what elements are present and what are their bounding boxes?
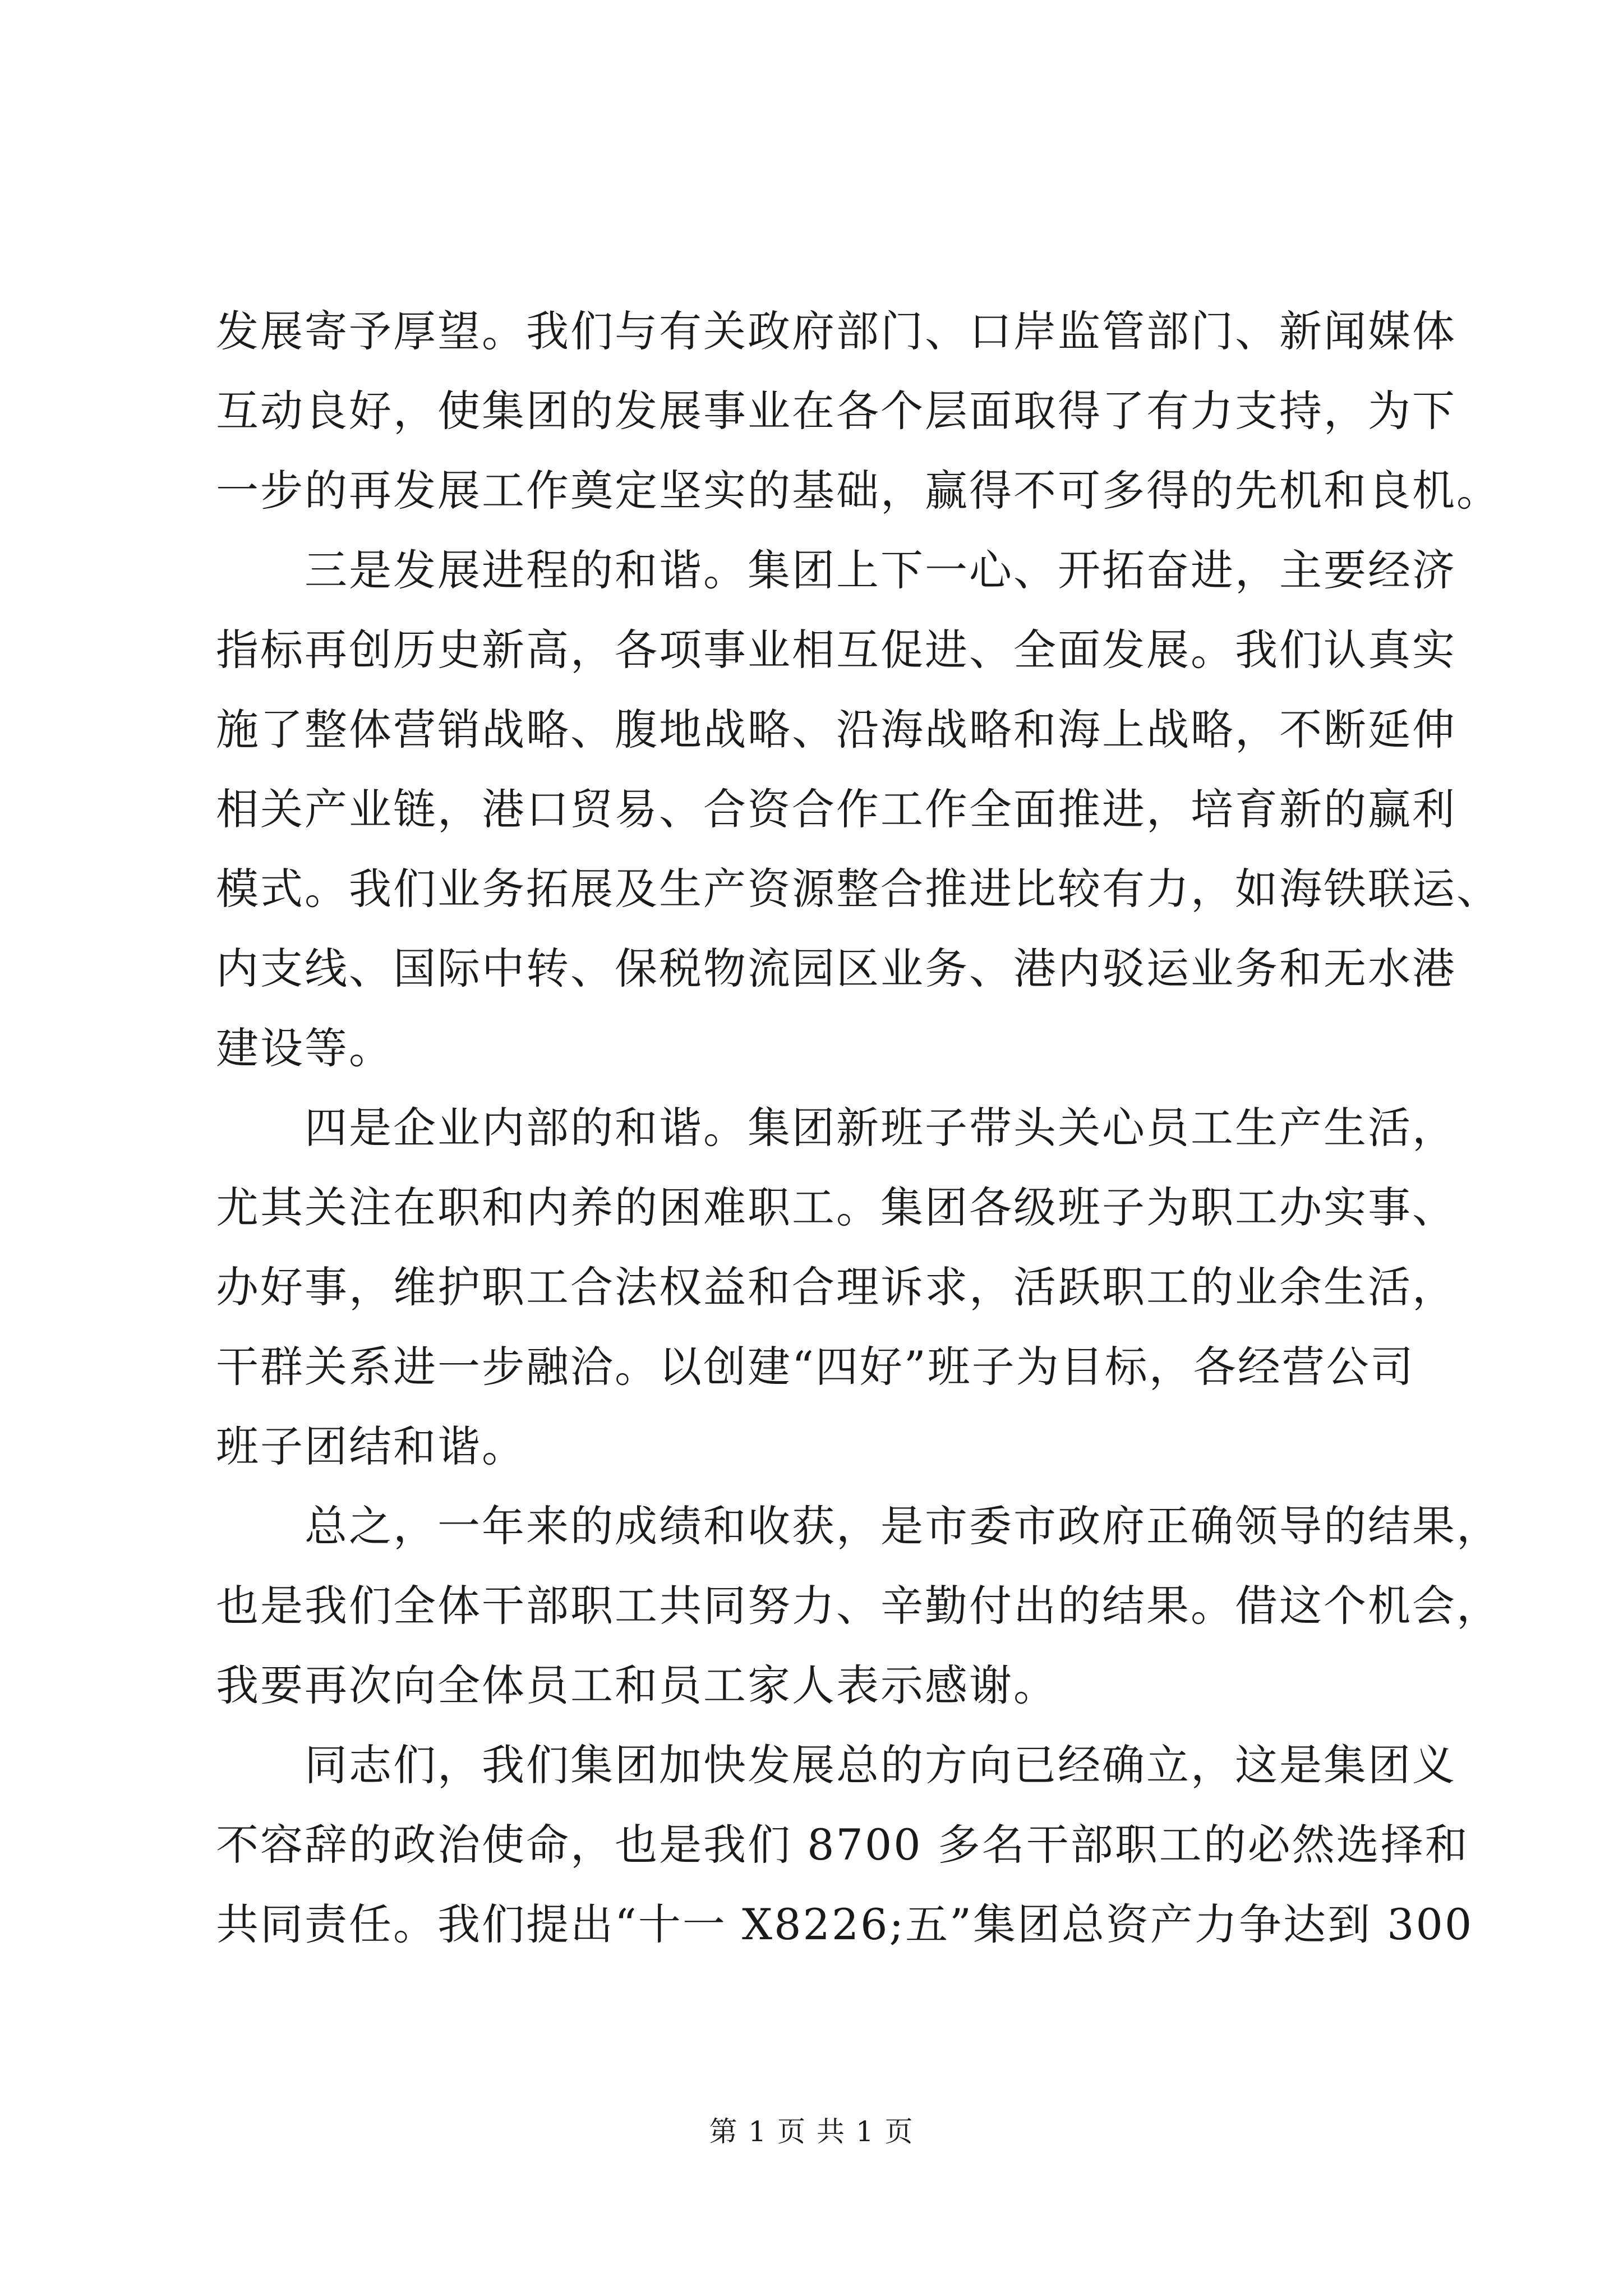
text-line: 尤其关注在职和内养的困难职工。集团各级班子为职工办实事、 <box>216 1182 1456 1232</box>
page-number: 第 1 页 共 1 页 <box>709 2115 914 2148</box>
text-line: 模式。我们业务拓展及生产资源整合推进比较有力，如海铁联运、 <box>216 864 1501 914</box>
text-line: 班子团结和谐。 <box>216 1421 526 1471</box>
text-line: 三是发展进程的和谐。集团上下一心、开拓奋进，主要经济 <box>216 545 1456 595</box>
text-line: 指标再创历史新高，各项事业相互促进、全面发展。我们认真实 <box>216 625 1456 675</box>
text-line: 干群关系进一步融洽。以创建“四好”班子为目标，各经营公司 <box>216 1342 1415 1392</box>
text-line: 不容辞的政治使命，也是我们 8700 多名干部职工的必然选择和 <box>216 1820 1469 1870</box>
text-line: 我要再次向全体员工和员工家人表示感谢。 <box>216 1660 1058 1710</box>
text-line: 总之，一年来的成绩和收获，是市委市政府正确领导的结果， <box>216 1501 1501 1551</box>
document-body <box>216 292 1501 1964</box>
text-line: 一步的再发展工作奠定坚实的基础，赢得不可多得的先机和良机。 <box>216 466 1501 516</box>
text-line: 互动良好，使集团的发展事业在各个层面取得了有力支持，为下 <box>216 386 1456 436</box>
text-line: 建设等。 <box>216 1023 393 1073</box>
text-line: 同志们，我们集团加快发展总的方向已经确立，这是集团义 <box>216 1740 1456 1790</box>
text-line: 四是企业内部的和谐。集团新班子带头关心员工生产生活， <box>216 1103 1456 1153</box>
text-line: 发展寄予厚望。我们与有关政府部门、口岸监管部门、新闻媒体 <box>216 306 1456 356</box>
text-line: 共同责任。我们提出“十一 X8226;五”集团总资产力争达到 300 <box>216 1899 1474 1949</box>
text-line: 相关产业链，港口贸易、合资合作工作全面推进，培育新的赢利 <box>216 784 1456 834</box>
text-line: 施了整体营销战略、腹地战略、沿海战略和海上战略，不断延伸 <box>216 705 1456 754</box>
text-line: 办好事，维护职工合法权益和合理诉求，活跃职工的业余生活， <box>216 1262 1456 1312</box>
text-line: 内支线、国际中转、保税物流园区业务、港内驳运业务和无水港 <box>216 944 1456 993</box>
page-footer <box>0 2109 1623 2150</box>
text-line: 也是我们全体干部职工共同努力、辛勤付出的结果。借这个机会， <box>216 1581 1501 1631</box>
